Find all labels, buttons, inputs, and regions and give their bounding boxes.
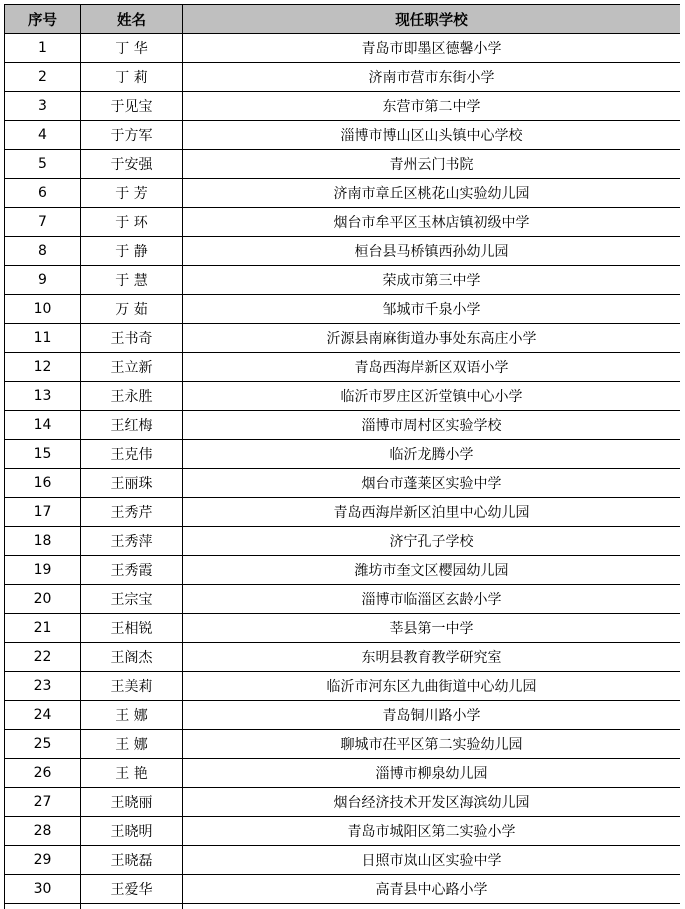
cell-serial-number: 18: [5, 527, 81, 556]
header-name: 姓名: [81, 5, 183, 34]
table-row: [5, 701, 681, 730]
cell-school: 临沂龙腾小学: [183, 440, 681, 469]
cell-serial-number: 11: [5, 324, 81, 353]
cell-empty: [81, 904, 183, 909]
cell-serial-number: 8: [5, 237, 81, 266]
cell-serial-number: 1: [5, 34, 81, 63]
cell-school: 聊城市茌平区第二实验幼儿园: [183, 730, 681, 759]
cell-serial-number: 30: [5, 875, 81, 904]
table-header: [5, 5, 681, 34]
cell-name: 王晓明: [81, 817, 183, 846]
table-row: [5, 730, 681, 759]
cell-school: 济南市营市东街小学: [183, 63, 681, 92]
cell-name: 王丽珠: [81, 469, 183, 498]
cell-name: 丁 华: [81, 34, 183, 63]
cell-school: 东营市第二中学: [183, 92, 681, 121]
cell-name: 王爱华: [81, 875, 183, 904]
cell-empty: [183, 904, 681, 909]
table-row: [5, 179, 681, 208]
cell-serial-number: 14: [5, 411, 81, 440]
table-row: [5, 643, 681, 672]
table-row: [5, 614, 681, 643]
cell-name: 王书奇: [81, 324, 183, 353]
table-row: [5, 92, 681, 121]
cell-name: 王秀萍: [81, 527, 183, 556]
cell-school: 济宁孔子学校: [183, 527, 681, 556]
cell-serial-number: 17: [5, 498, 81, 527]
cell-school: 临沂市河东区九曲街道中心幼儿园: [183, 672, 681, 701]
cell-serial-number: 26: [5, 759, 81, 788]
table-row: [5, 440, 681, 469]
cell-serial-number: 23: [5, 672, 81, 701]
cell-name: 于 静: [81, 237, 183, 266]
cell-name: 于 芳: [81, 179, 183, 208]
cell-school: 青岛市城阳区第二实验小学: [183, 817, 681, 846]
cell-name: 于方军: [81, 121, 183, 150]
cell-serial-number: 21: [5, 614, 81, 643]
cell-serial-number: 10: [5, 295, 81, 324]
cell-name: 王 娜: [81, 701, 183, 730]
cell-serial-number: 19: [5, 556, 81, 585]
cell-name: 万 茹: [81, 295, 183, 324]
cell-serial-number: 12: [5, 353, 81, 382]
cell-school: 邹城市千泉小学: [183, 295, 681, 324]
cell-empty: [5, 904, 81, 909]
cell-name: 王秀芹: [81, 498, 183, 527]
cell-name: 王克伟: [81, 440, 183, 469]
cell-serial-number: 3: [5, 92, 81, 121]
cell-school: 青岛西海岸新区泊里中心幼儿园: [183, 498, 681, 527]
cell-serial-number: 20: [5, 585, 81, 614]
table-row: [5, 324, 681, 353]
table-row: [5, 150, 681, 179]
cell-name: 王秀霞: [81, 556, 183, 585]
cell-name: 于 环: [81, 208, 183, 237]
cell-name: 王阁杰: [81, 643, 183, 672]
cell-school: 烟台经济技术开发区海滨幼儿园: [183, 788, 681, 817]
cell-name: 王永胜: [81, 382, 183, 411]
cell-school: 荣成市第三中学: [183, 266, 681, 295]
table-row: [5, 382, 681, 411]
header-serial-number: 序号: [5, 5, 81, 34]
cell-school: 青岛西海岸新区双语小学: [183, 353, 681, 382]
cell-serial-number: 29: [5, 846, 81, 875]
cell-school: 青岛市即墨区德馨小学: [183, 34, 681, 63]
table-row: [5, 121, 681, 150]
cell-name: 王宗宝: [81, 585, 183, 614]
cell-school: 临沂市罗庄区沂堂镇中心小学: [183, 382, 681, 411]
cell-school: 潍坊市奎文区樱园幼儿园: [183, 556, 681, 585]
cell-name: 于安强: [81, 150, 183, 179]
table-row: [5, 266, 681, 295]
cell-name: 丁 莉: [81, 63, 183, 92]
cell-serial-number: 22: [5, 643, 81, 672]
cell-serial-number: 9: [5, 266, 81, 295]
cell-serial-number: 24: [5, 701, 81, 730]
cell-name: 王晓丽: [81, 788, 183, 817]
cell-school: 烟台市牟平区玉林店镇初级中学: [183, 208, 681, 237]
table-row: [5, 527, 681, 556]
cell-school: 青州云门书院: [183, 150, 681, 179]
table-row: [5, 875, 681, 904]
table-row-partial: [5, 904, 681, 909]
table-row: [5, 63, 681, 92]
cell-name: 于见宝: [81, 92, 183, 121]
table-row: [5, 585, 681, 614]
cell-serial-number: 28: [5, 817, 81, 846]
header-current-school: 现任职学校: [183, 5, 681, 34]
table-body: [5, 34, 681, 909]
cell-school: 淄博市周村区实验学校: [183, 411, 681, 440]
table-row: [5, 237, 681, 266]
cell-school: 淄博市临淄区玄龄小学: [183, 585, 681, 614]
cell-name: 王红梅: [81, 411, 183, 440]
cell-school: 淄博市柳泉幼儿园: [183, 759, 681, 788]
header-row: [5, 5, 681, 34]
table-row: [5, 556, 681, 585]
cell-school: 青岛铜川路小学: [183, 701, 681, 730]
cell-serial-number: 6: [5, 179, 81, 208]
cell-name: 王 艳: [81, 759, 183, 788]
cell-name: 王美莉: [81, 672, 183, 701]
table-row: [5, 759, 681, 788]
teacher-list-table: [4, 4, 680, 909]
table-row: [5, 208, 681, 237]
cell-serial-number: 16: [5, 469, 81, 498]
cell-school: 济南市章丘区桃花山实验幼儿园: [183, 179, 681, 208]
table-row: [5, 34, 681, 63]
cell-name: 王 娜: [81, 730, 183, 759]
cell-serial-number: 13: [5, 382, 81, 411]
table-row: [5, 672, 681, 701]
cell-school: 莘县第一中学: [183, 614, 681, 643]
table-row: [5, 353, 681, 382]
cell-name: 王立新: [81, 353, 183, 382]
cell-name: 于 慧: [81, 266, 183, 295]
cell-school: 沂源县南麻街道办事处东高庄小学: [183, 324, 681, 353]
table-row: [5, 498, 681, 527]
cell-school: 东明县教育教学研究室: [183, 643, 681, 672]
table-row: [5, 846, 681, 875]
cell-name: 王相锐: [81, 614, 183, 643]
table-row: [5, 295, 681, 324]
cell-school: 淄博市博山区山头镇中心学校: [183, 121, 681, 150]
teacher-list-table-container: [4, 4, 680, 909]
table-row: [5, 788, 681, 817]
cell-serial-number: 25: [5, 730, 81, 759]
cell-serial-number: 15: [5, 440, 81, 469]
cell-school: 烟台市蓬莱区实验中学: [183, 469, 681, 498]
cell-school: 桓台县马桥镇西孙幼儿园: [183, 237, 681, 266]
table-row: [5, 411, 681, 440]
cell-name: 王晓磊: [81, 846, 183, 875]
cell-school: 日照市岚山区实验中学: [183, 846, 681, 875]
cell-serial-number: 27: [5, 788, 81, 817]
cell-serial-number: 5: [5, 150, 81, 179]
cell-school: 高青县中心路小学: [183, 875, 681, 904]
table-row: [5, 817, 681, 846]
cell-serial-number: 4: [5, 121, 81, 150]
table-row: [5, 469, 681, 498]
cell-serial-number: 2: [5, 63, 81, 92]
cell-serial-number: 7: [5, 208, 81, 237]
